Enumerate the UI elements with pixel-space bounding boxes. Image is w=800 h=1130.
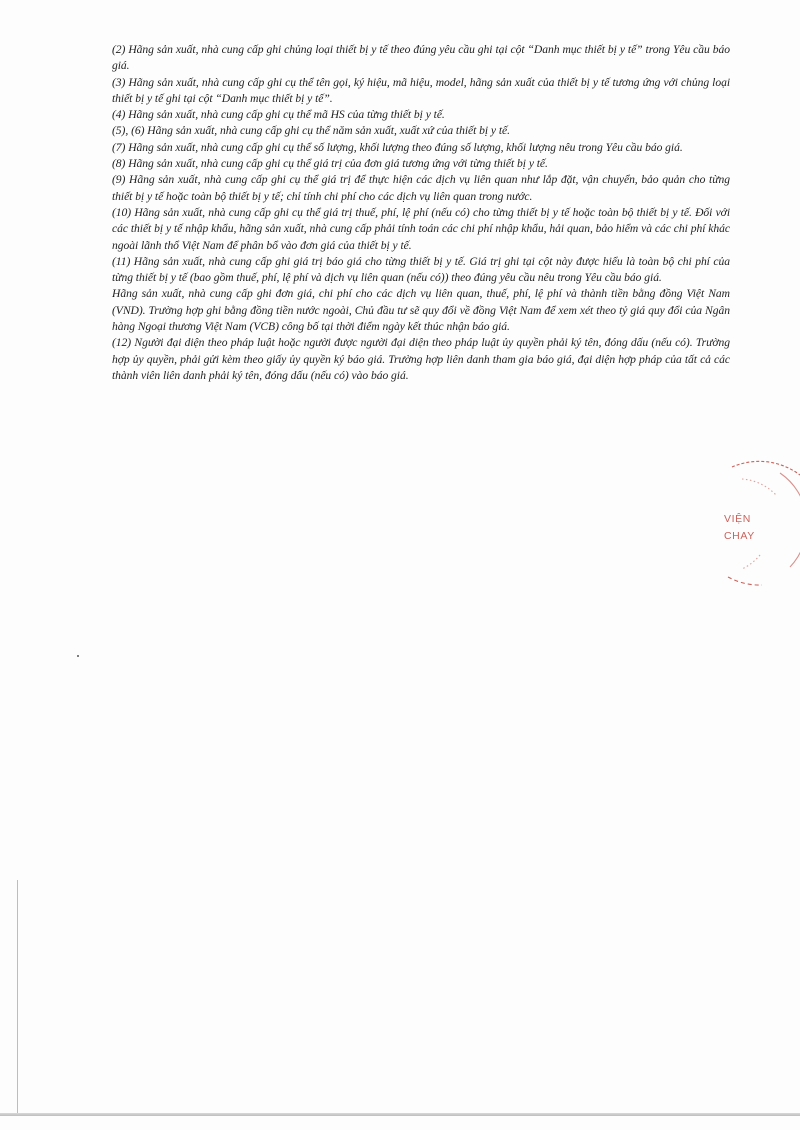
scan-left-edge bbox=[17, 880, 18, 1115]
note-2: (2) Hãng sản xuất, nhà cung cấp ghi chủng loại thiết bị y tế theo đúng yêu cầu ghi tại cột “Danh mục thiết bị y tế” trong Yêu cầu báo giá. bbox=[112, 43, 730, 73]
red-seal-stamp bbox=[690, 455, 800, 595]
note-5-6: (5), (6) Hãng sản xuất, nhà cung cấp ghi cụ thể năm sản xuất, xuất xứ của thiết bị y tế. bbox=[112, 124, 510, 138]
scan-bottom-edge bbox=[0, 1113, 800, 1116]
stamp-text-line1: VIỆN bbox=[724, 513, 751, 525]
note-7: (7) Hãng sản xuất, nhà cung cấp ghi cụ thể số lượng, khối lượng theo đúng số lượng, khối lượng nêu trong Yêu cầu báo giá. bbox=[112, 140, 683, 154]
note-4: (4) Hãng sản xuất, nhà cung cấp ghi cụ thể mã HS của từng thiết bị y tế. bbox=[112, 108, 445, 122]
note-8: (8) Hãng sản xuất, nhà cung cấp ghi cụ thể giá trị của đơn giá tương ứng với từng thiết bị y tế. bbox=[112, 157, 548, 171]
note-10: (10) Hãng sản xuất, nhà cung cấp ghi cụ thể giá trị thuế, phí, lệ phí (nếu có) cho từng thiết bị y tế hoặc toàn bộ thiết bị y tế. Đối với các thiết bị y tế nhập khẩu, hãng sản xuất, nhà cung cấp phải tính toán các chi phí nhập khẩu, hải quan, bảo hiểm và các chi phí khác ngoài lãnh thổ Việt Nam để phân bổ vào đơn giá của thiết bị y tế. bbox=[112, 205, 730, 252]
note-3: (3) Hãng sản xuất, nhà cung cấp ghi cụ thể tên gọi, ký hiệu, mã hiệu, model, hãng sản xuất của thiết bị y tế tương ứng với chủng loại thiết bị y tế ghi tại cột “Danh mục thiết bị y tế”. bbox=[112, 75, 730, 105]
scan-speck bbox=[77, 655, 79, 657]
note-9: (9) Hãng sản xuất, nhà cung cấp ghi cụ thể giá trị để thực hiện các dịch vụ liên quan như lắp đặt, vận chuyển, bảo quản cho từng thiết bị y tế hoặc toàn bộ thiết bị y tế; chỉ tính chi phí cho các dịch vụ liên quan trong nước. bbox=[112, 173, 730, 203]
note-currency: Hãng sản xuất, nhà cung cấp ghi đơn giá, chi phí cho các dịch vụ liên quan, thuế, phí, lệ phí và thành tiền bằng đồng Việt Nam (VND). Trường hợp ghi bằng đồng tiền nước ngoài, Chủ đầu tư sẽ quy đổi về đồng Việt Nam để xem xét theo tỷ giá quy đổi của Ngân hàng Ngoại thương Việt Nam (VCB) công bố tại thời điểm ngày kết thúc nhận báo giá. bbox=[112, 287, 730, 334]
stamp-text-line2: CHAY bbox=[724, 530, 755, 542]
note-12: (12) Người đại diện theo pháp luật hoặc người được người đại diện theo pháp luật ủy quyền phải ký tên, đóng dấu (nếu có). Trường hợp ủy quyền, phải gửi kèm theo giấy ủy quyền ký báo giá. Trường hợp liên danh tham gia báo giá, đại diện hợp pháp của tất cả các thành viên liên danh phải ký tên, đóng dấu (nếu có) vào báo giá. bbox=[112, 336, 730, 382]
footnotes-section bbox=[112, 42, 730, 384]
note-11: (11) Hãng sản xuất, nhà cung cấp ghi giá trị báo giá cho từng thiết bị y tế. Giá trị ghi tại cột này được hiểu là toàn bộ chi phí của từng thiết bị y tế (bao gồm thuế, phí, lệ phí và dịch vụ liên quan (nếu có)) theo đúng yêu cầu nêu trong Yêu cầu báo giá. bbox=[112, 254, 730, 285]
